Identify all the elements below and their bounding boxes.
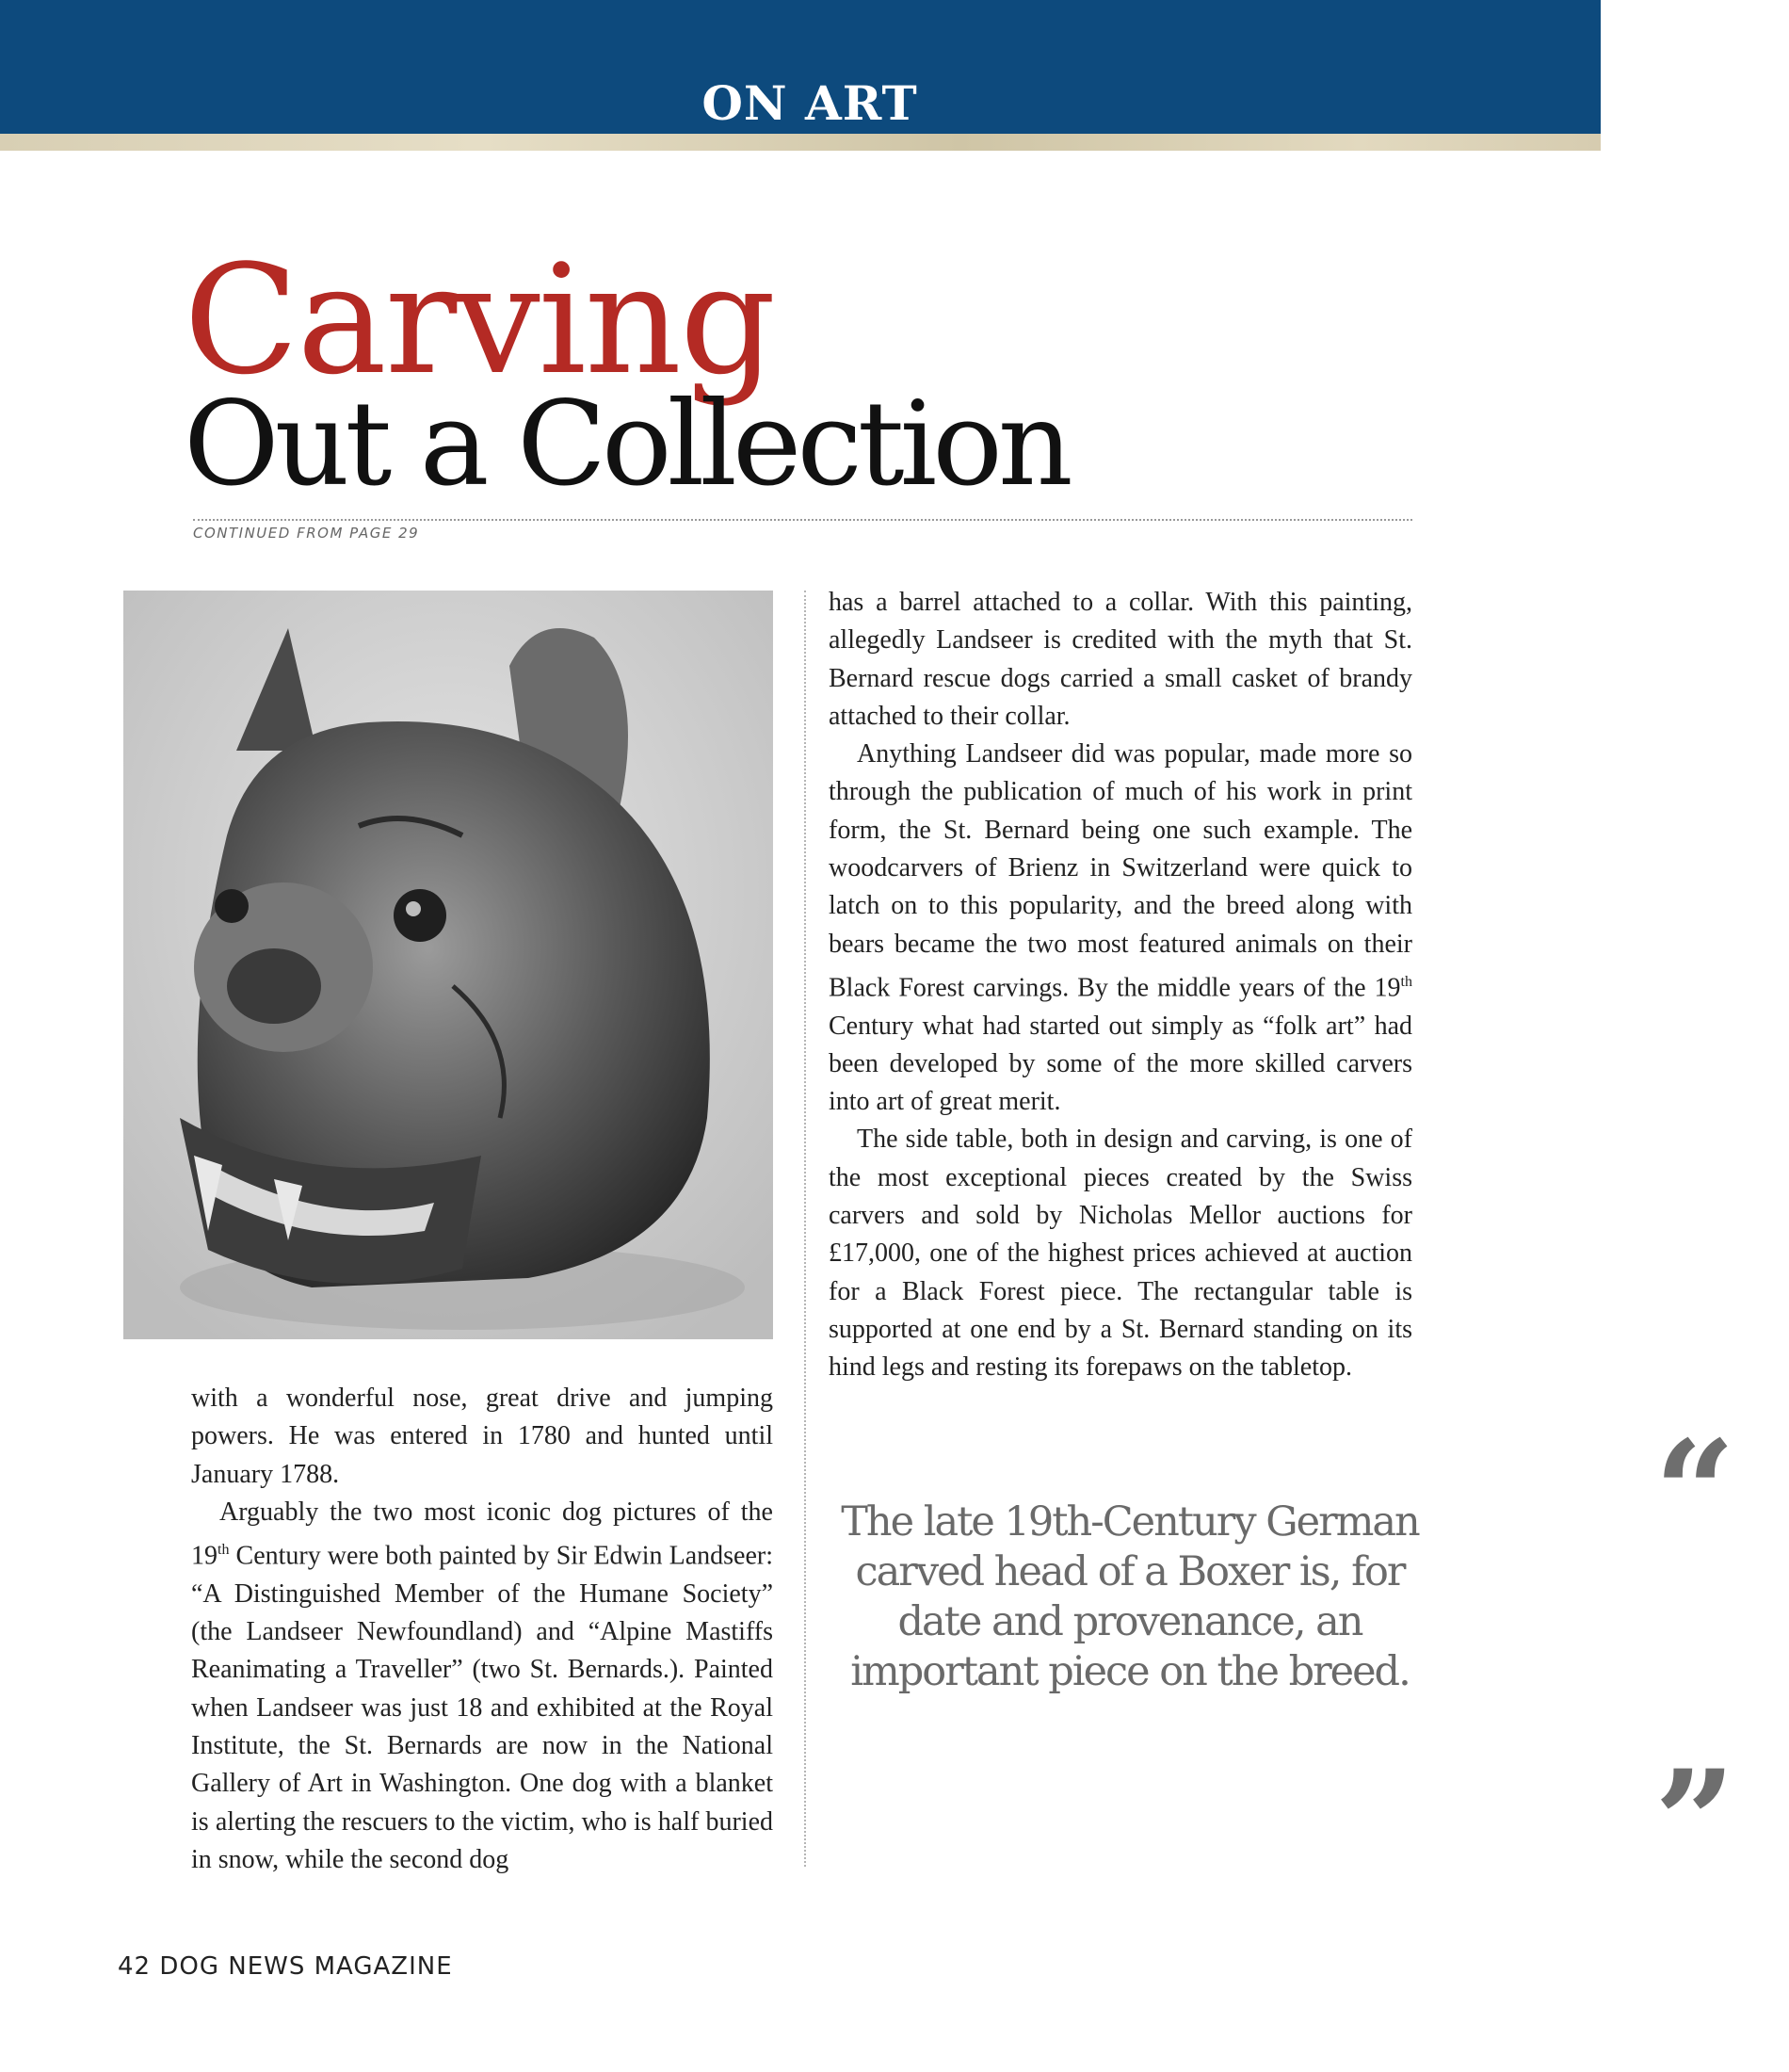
continued-note: CONTINUED FROM PAGE 29 xyxy=(193,525,420,542)
section-label: ON ART xyxy=(701,75,918,131)
page-folio: 42 DOG NEWS MAGAZINE xyxy=(118,1952,453,1981)
right-paragraph-1: has a barrel attached to a collar. With this painting, allegedly Landseer is credited with the myth that St. Bernard rescue dogs carried a small casket of brandy attached to their collar. xyxy=(829,588,1412,731)
open-quote-mark: “ xyxy=(1653,1410,1736,1576)
left-paragraph-2: Arguably the two most iconic dog pictures of the 19th Century were both painted by Sir Edwin Landseer: “A Distinguished Member of the Humane Society” (the Landseer Newfoundland) and “Alpine Mastiffs Reanimating a Traveller” (two St. Bernards.). Painted when Landseer was just 18 and exhibited at the Royal Institute, the St. Bernards are now in the National Gallery of Art in Washington. One dog with a blanket is alerting the rescuers to the victim, who is half buried in snow, while the second dog xyxy=(191,1497,773,1874)
article-title-line1: Carving xyxy=(184,232,775,408)
right-paragraph-2: Anything Landseer did was popular, made more so through the publication of much of his work in print form, the St. Bernard being one such example. The woodcarvers of Brienz in Switzerland were quick to latch on to this popularity, and the breed along with bears became the two most featured animals on their Black Forest carvings. By the middle years of the 19th Century what had started out simply as “folk art” had been developed by some of the more skilled carvers into art of great merit. xyxy=(829,739,1412,1117)
article-title-line2: Out a Collection xyxy=(184,377,1069,512)
pull-quote: The late 19th-Century German carved head of a Boxer is, for date and provenance, an important piece on the breed. xyxy=(841,1498,1419,1695)
left-paragraph-1: with a wonderful nose, great drive and jumping powers. He was entered in 1780 and hunted until January 1788. xyxy=(191,1384,773,1489)
header-strip xyxy=(0,134,1601,151)
boxer-carving-photo xyxy=(123,591,773,1339)
left-column xyxy=(191,1380,773,1879)
title-divider xyxy=(193,519,1412,521)
close-quote-mark: ” xyxy=(1653,1740,1736,1905)
right-column xyxy=(829,584,1412,1387)
column-divider xyxy=(804,591,806,1867)
right-paragraph-3: The side table, both in design and carving, is one of the most exceptional pieces created by the Swiss carvers and sold by Nicholas Mellor auctions for £17,000, one of the highest prices achieved at auction for a Black Forest piece. The rectangular table is supported at one end by a St. Bernard standing on its hind legs and resting its forepaws on the tabletop. xyxy=(829,1125,1412,1383)
